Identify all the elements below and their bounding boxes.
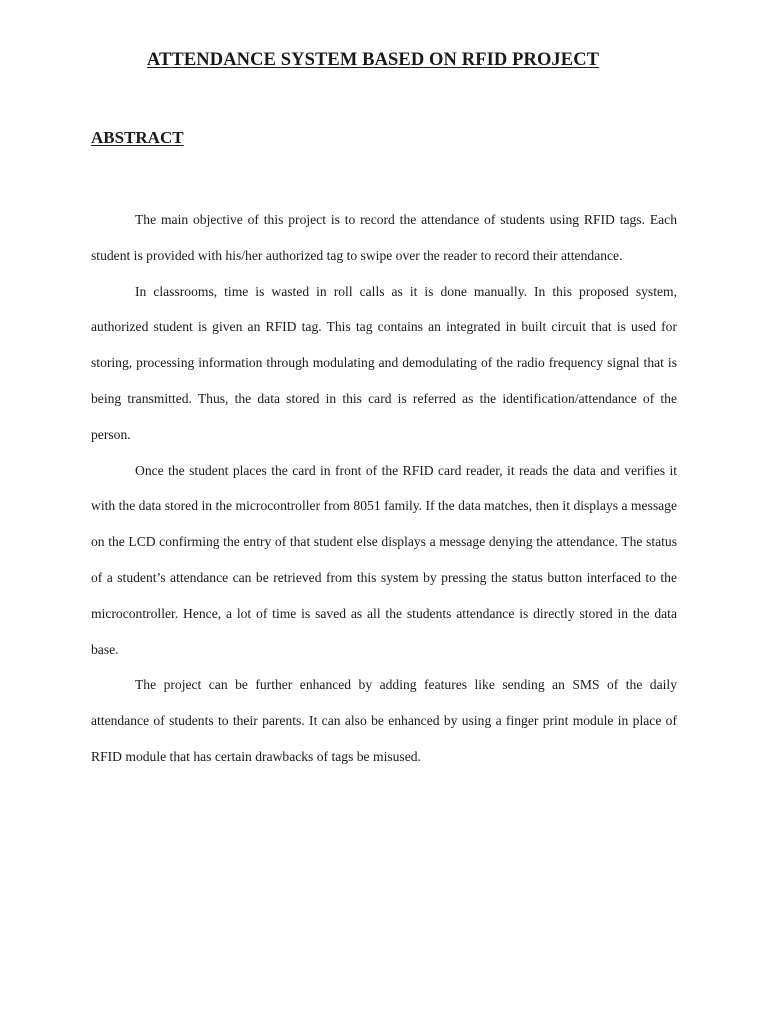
abstract-body: [91, 202, 677, 775]
document-title: ATTENDANCE SYSTEM BASED ON RFID PROJECT: [146, 50, 600, 70]
abstract-paragraph-reader-operation: Once the student places the card in front of the RFID card reader, it reads the data and verifies it with the data stored in the microcontroller from 8051 family. If the data matches, then it displays a message on the LCD confirming the entry of that student else displays a message denying the attendance. The status of a student’s attendance can be retrieved from this system by pressing the status button interfaced to the microcontroller. Hence, a lot of time is saved as all the students attendance is directly stored in the data base.: [91, 462, 677, 657]
abstract-paragraph-enhancements: The project can be further enhanced by adding features like sending an SMS of the daily attendance of students to their parents. It can also be enhanced by using a finger print module in place of RFID module that has certain drawbacks of tags be misused.: [91, 677, 677, 764]
abstract-paragraph-objective: The main objective of this project is to record the attendance of students using RFID tags. Each student is provided with his/her authorized tag to swipe over the reader to record their attendance.: [91, 212, 677, 263]
abstract-paragraph-classrooms: In classrooms, time is wasted in roll calls as it is done manually. In this proposed system, authorized student is given an RFID tag. This tag contains an integrated in built circuit that is used for storing, processing information through modulating and demodulating of the radio frequency signal that is being transmitted. Thus, the data stored in this card is referred as the identification/attendance of the person.: [91, 283, 677, 442]
abstract-heading: ABSTRACT: [91, 128, 184, 147]
